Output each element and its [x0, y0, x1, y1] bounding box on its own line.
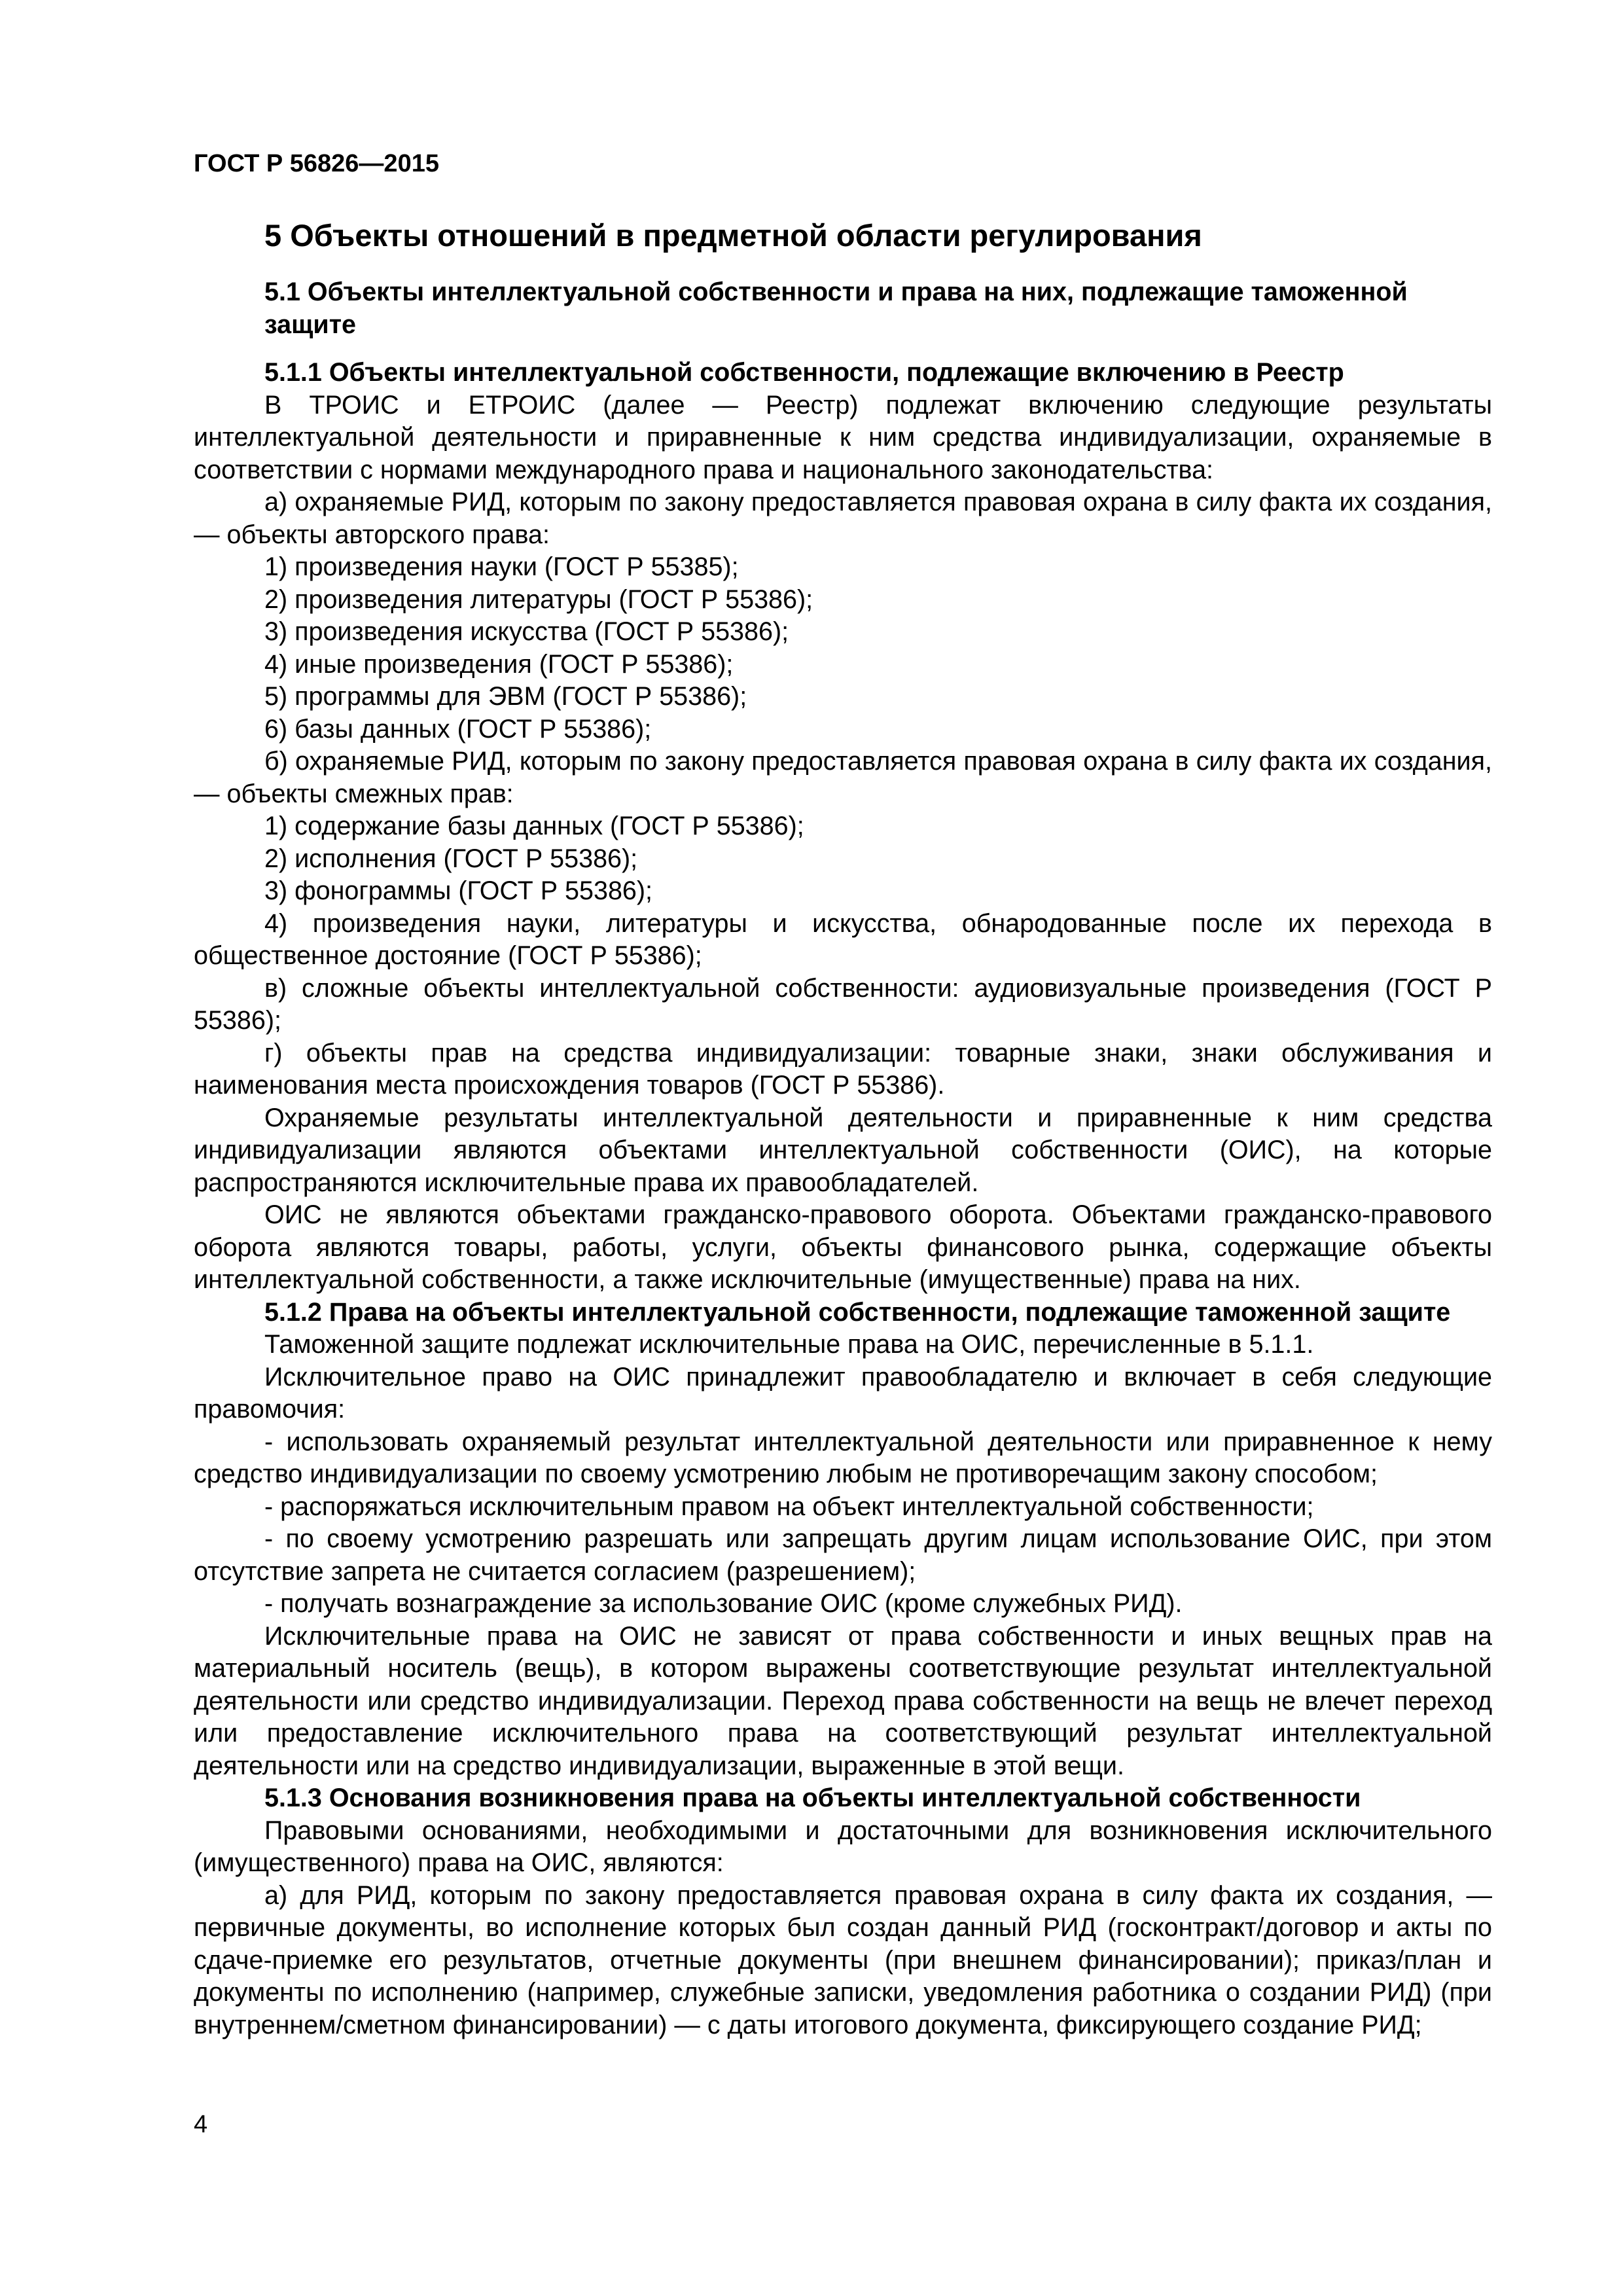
list-item: 5) программы для ЭВМ (ГОСТ Р 55386);	[264, 682, 747, 711]
list-item: 6) базы данных (ГОСТ Р 55386);	[264, 714, 652, 744]
paragraph: В ТРОИС и ЕТРОИС (далее — Реестр) подлежат включению следующие результаты интеллектуальной деятельности и приравненные к ним средства индивидуализации, охраняемые в соответствии с нормами международного права и национального законодательства:	[194, 390, 1492, 484]
paragraph: а) для РИД, которым по закону предоставляется правовая охрана в силу факта их создания, — первичные документы, во исполнение которых был создан данный РИД (госконтракт/договор и акты по сдаче-приемке его результатов, отчетные документы (при внешнем финансировании); приказ/план и документы по исполнению (например, служебные записки, уведомления работника о создании РИД) (при внутреннем/сметном финансировании) — с даты итогового документа, фиксирующего создание РИД;	[194, 1880, 1492, 2039]
clause-heading: 5.1.3 Основания возникновения права на объекты интеллектуальной собственности	[264, 1784, 1361, 1812]
page-number: 4	[194, 2111, 208, 2138]
list-item: 3) фонограммы (ГОСТ Р 55386);	[264, 876, 653, 905]
clause-heading: 5.1.2 Права на объекты интеллектуальной собственности, подлежащие таможенной защите	[264, 1297, 1451, 1327]
paragraph: - получать вознаграждение за использование ОИС (кроме служебных РИД).	[264, 1589, 1183, 1618]
paragraph: в) сложные объекты интеллектуальной собственности: аудиовизуальные произведения (ГОСТ Р 55386);	[194, 973, 1492, 1035]
section-title: 5 Объекты отношений в предметной области регулирования	[264, 218, 1202, 253]
paragraph: - распоряжаться исключительным правом на объект интеллектуальной собственности;	[264, 1492, 1314, 1521]
paragraph: - использовать охраняемый результат интеллектуальной деятельности или приравненное к нему средство индивидуализации по своему усмотрению любым не противоречащим закону способом;	[194, 1427, 1492, 1488]
paragraph: г) объекты прав на средства индивидуализации: товарные знаки, знаки обслуживания и наименования места происхождения товаров (ГОСТ Р 55386).	[194, 1038, 1492, 1100]
document-code-header: ГОСТ Р 56826—2015	[194, 150, 439, 177]
paragraph: - по своему усмотрению разрешать или запрещать другим лицам использование ОИС, при этом отсутствие запрета не считается согласием (разрешением);	[194, 1524, 1492, 1586]
paragraph: 4) произведения науки, литературы и искусства, обнародованные после их перехода в общественное достояние (ГОСТ Р 55386);	[194, 908, 1492, 970]
page-body	[194, 216, 1492, 2041]
paragraph: ОИС не являются объектами гражданско-правового оборота. Объектами гражданско-правового оборота являются товары, работы, услуги, объекты финансового рынка, содержащие объекты интеллектуальной собственности, а также исключительные (имущественные) права на них.	[194, 1200, 1492, 1294]
paragraph: Исключительные права на ОИС не зависят от права собственности и иных вещных прав на материальный носитель (вещь), в котором выражены соответствующие результат интеллектуальной деятельности или средство индивидуализации. Переход права собственности на вещь не влечет переход или предоставление исключительного права на соответствующий результат интеллектуальной деятельности или на средство индивидуализации, выраженные в этой вещи.	[194, 1621, 1492, 1780]
list-item: 1) содержание базы данных (ГОСТ Р 55386);	[264, 812, 804, 840]
subsection-title: 5.1 Объекты интеллектуальной собственности и права на них, подлежащие таможенной защите	[264, 278, 1408, 339]
body-blocks	[194, 357, 1492, 2041]
list-item: 1) произведения науки (ГОСТ Р 55385);	[264, 552, 739, 581]
list-item: 2) произведения литературы (ГОСТ Р 55386);	[264, 584, 813, 614]
paragraph: б) охраняемые РИД, которым по закону предоставляется правовая охрана в силу факта их создания, — объекты смежных прав:	[194, 747, 1492, 808]
paragraph: Правовыми основаниями, необходимыми и достаточными для возникновения исключительного (имущественного) права на ОИС, являются:	[194, 1816, 1492, 1877]
list-item: 2) исполнения (ГОСТ Р 55386);	[264, 844, 638, 873]
clause-heading: 5.1.1 Объекты интеллектуальной собственности, подлежащие включению в Реестр	[264, 358, 1344, 387]
paragraph: Таможенной защите подлежат исключительные права на ОИС, перечисленные в 5.1.1.	[264, 1330, 1314, 1359]
paragraph: Охраняемые результаты интеллектуальной деятельности и приравненные к ним средства индивидуализации являются объектами интеллектуальной собственности (ОИС), на которые распространяются исключительные права их правообладателей.	[194, 1103, 1492, 1197]
paragraph: Исключительное право на ОИС принадлежит правообладателю и включает в себя следующие правомочия:	[194, 1362, 1492, 1424]
paragraph: а) охраняемые РИД, которым по закону предоставляется правовая охрана в силу факта их создания, — объекты авторского права:	[194, 488, 1492, 549]
list-item: 4) иные произведения (ГОСТ Р 55386);	[264, 649, 734, 679]
list-item: 3) произведения искусства (ГОСТ Р 55386);	[264, 617, 789, 646]
